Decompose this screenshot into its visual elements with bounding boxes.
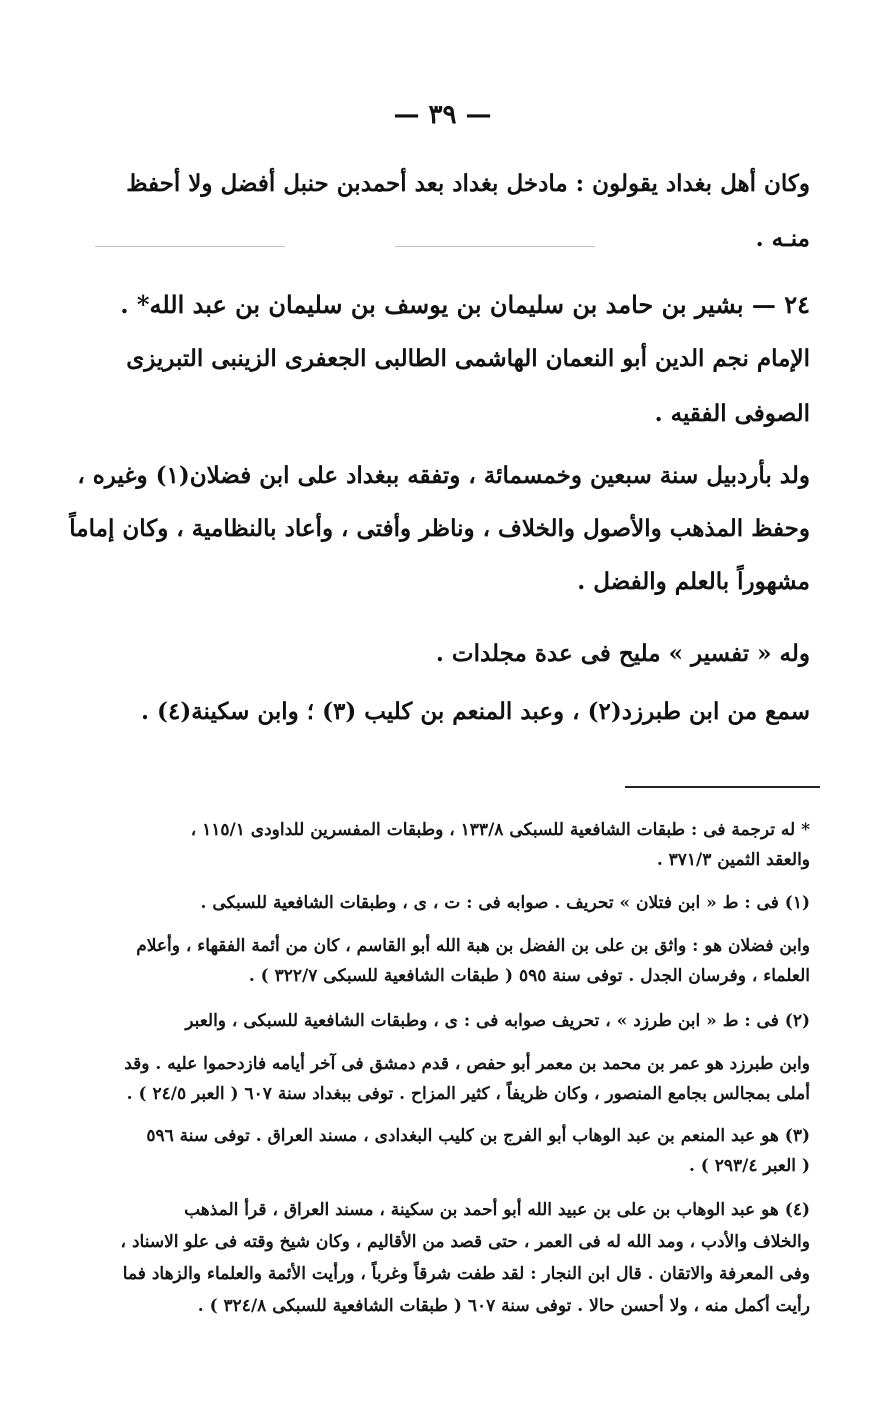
footnote-4-line-3: وفى المعرفة والاتقان . قال ابن النجار : لقد طفت شرقاً وغرباً ، ورأيت الأئمة والعلماء والزهاد فما	[122, 1264, 810, 1284]
entry-line-1: الإمام نجم الدين أبو النعمان الهاشمى الطالبى الجعفرى الزينبى التبريزى	[126, 345, 810, 372]
paragraph-2-line-2: وحفظ المذهب والأصول والخلاف ، وناظر وأفتى ، وأعاد بالنظامية ، وكان إماماً	[69, 515, 810, 542]
entry-line-2: الصوفى الفقيه .	[654, 400, 810, 427]
scan-rule-middle	[395, 246, 595, 247]
scan-rule-left	[95, 246, 285, 247]
paragraph-3: وله « تفسير » مليح فى عدة مجلدات .	[435, 640, 810, 667]
footnote-2-line-2: وابن طبرزد هو عمر بن محمد بن معمر أبو حفص ، قدم دمشق فى آخر أيامه فازدحموا عليه . وقد	[124, 1054, 810, 1074]
footnote-4-line-1: (٤) هو عبد الوهاب بن على بن عبيد الله أبو أحمد بن سكينة ، مسند العراق ، قرأ المذهب	[184, 1200, 810, 1220]
footnote-star-line-1: * له ترجمة فى : طبقات الشافعية للسبكى ١٣٣/٨ ، وطبقات المفسرين للداودى ١١٥/١ ،	[190, 820, 810, 840]
footnote-star-line-2: والعقد الثمين ٣٧١/٣ .	[656, 850, 810, 870]
intro-line-2: منـه .	[755, 225, 810, 252]
footnote-1-line-2: وابن فضلان هو : واثق بن على بن الفضل بن هبة الله أبو القاسم ، كان من أئمة الفقهاء ، وأعلام	[136, 936, 810, 956]
footnote-1-line-3: العلماء ، وفرسان الجدل . توفى سنة ٥٩٥ ( طبقات الشافعية للسبكى ٣٢٢/٧ ) .	[248, 966, 810, 986]
footnote-2-line-3: أملى بمجالس بجامع المنصور ، وكان ظريفاً ، كثير المزاح . توفى ببغداد سنة ٦٠٧ ( العبر ٢٤/٥ ) .	[126, 1084, 810, 1104]
page-number: — ٣٩ —	[393, 100, 492, 130]
footnote-1-line-1: (١) فى : ط « ابن فتلان » تحريف . صوابه فى : ت ، ى ، وطبقات الشافعية للسبكى .	[200, 893, 810, 913]
paragraph-4: سمع من ابن طبرزد(٢) ، وعبد المنعم بن كليب (٣) ؛ وابن سكينة(٤) .	[141, 698, 810, 725]
intro-line-1: وكان أهل بغداد يقولون : مادخل بغداد بعد أحمدبن حنبل أفضل ولا أحفظ	[126, 170, 810, 197]
footnote-4-line-2: والخلاف والأدب ، ومد الله له فى العمر ، حتى قصد من الأقاليم ، وكان شيخ وقته فى علو الاسناد ،	[120, 1232, 810, 1252]
footnote-3-line-2: ( العبر ٢٩٣/٤ ) .	[688, 1156, 810, 1176]
footnote-3-line-1: (٣) هو عبد المنعم بن عبد الوهاب أبو الفرج بن كليب البغدادى ، مسند العراق . توفى سنة ٥٩٦	[146, 1126, 810, 1146]
footnote-2-line-1: (٢) فى : ط « ابن طرزد » ، تحريف صوابه فى : ى ، وطبقات الشافعية للسبكى ، والعبر	[185, 1011, 810, 1031]
paragraph-2-line-3: مشهوراً بالعلم والفضل .	[577, 568, 810, 595]
entry-heading: ٢٤ — بشير بن حامد بن سليمان بن يوسف بن سليمان بن عبد الله* .	[120, 290, 810, 319]
paragraph-2-line-1: ولد بأردبيل سنة سبعين وخمسمائة ، وتفقه ببغداد على ابن فضلان(١) وغيره ،	[77, 462, 810, 489]
footnote-separator	[625, 786, 820, 788]
footnote-4-line-4: رأيت أكمل منه ، ولا أحسن حالا . توفى سنة ٦٠٧ ( طبقات الشافعية للسبكى ٣٢٤/٨ ) .	[197, 1296, 810, 1316]
